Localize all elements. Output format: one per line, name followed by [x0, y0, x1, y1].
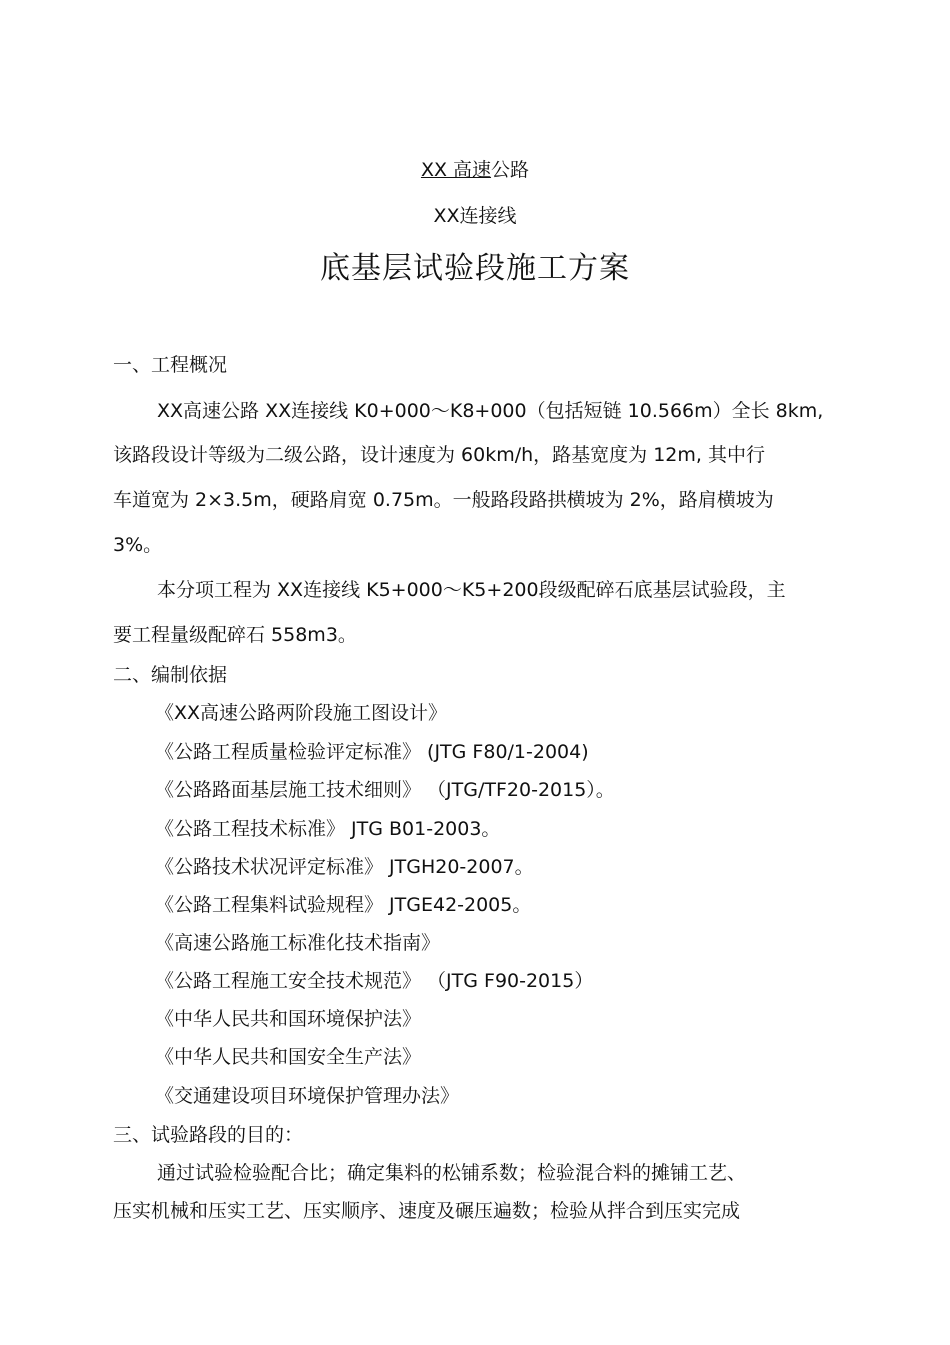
reference-item: 《中华人民共和国环境保护法》	[155, 1008, 422, 1030]
reference-item: 《高速公路施工标准化技术指南》	[155, 932, 441, 954]
reference-item: 《公路路面基层施工技术细则》 （JTG/TF20-2015）。	[155, 779, 615, 801]
overview-paragraph-line: 3%。	[113, 534, 163, 556]
section-heading-purpose: 三、试验路段的目的：	[113, 1124, 304, 1146]
scope-paragraph-line: 要工程量级配碎石 558m3。	[113, 624, 357, 646]
title-highway-suffix: 公路	[491, 159, 530, 181]
reference-item: 《公路工程集料试验规程》 JTGE42-2005。	[155, 894, 532, 916]
section-heading-basis: 二、编制依据	[113, 664, 228, 686]
document-title-line1	[0, 156, 950, 184]
document-main-title: 底基层试验段施工方案	[320, 251, 630, 286]
scope-paragraph-line: 本分项工程为 XX连接线 K5+000～K5+200段级配碎石底基层试验段，主	[157, 579, 786, 601]
reference-item: 《公路技术状况评定标准》 JTGH20-2007。	[155, 856, 534, 878]
purpose-paragraph-line: 通过试验检验配合比；确定集料的松铺系数；检验混合料的摊铺工艺、	[157, 1162, 747, 1184]
title-highway-name: XX 高速	[420, 159, 492, 181]
overview-paragraph-line: 该路段设计等级为二级公路，设计速度为 60km/h，路基宽度为 12m, 其中行	[113, 444, 765, 466]
purpose-paragraph-line: 压实机械和压实工艺、压实顺序、速度及碾压遍数；检验从拌合到压实完成	[113, 1200, 741, 1222]
reference-item: 《交通建设项目环境保护管理办法》	[155, 1085, 460, 1107]
overview-paragraph-line: XX高速公路 XX连接线 K0+000～K8+000（包括短链 10.566m）全长 8km,	[157, 400, 824, 422]
reference-item: 《XX高速公路两阶段施工图设计》	[155, 702, 448, 724]
section-heading-overview: 一、工程概况	[113, 354, 228, 376]
reference-item: 《中华人民共和国安全生产法》	[155, 1046, 422, 1068]
reference-item: 《公路工程质量检验评定标准》 (JTG F80/1-2004)	[155, 741, 589, 763]
document-title-line2: XX连接线	[433, 205, 517, 227]
reference-item: 《公路工程技术标准》 JTG B01-2003。	[155, 818, 501, 840]
reference-item: 《公路工程施工安全技术规范》 （JTG F90-2015）	[155, 970, 594, 992]
overview-paragraph-line: 车道宽为 2×3.5m，硬路肩宽 0.75m。一般路段路拱横坡为 2%，路肩横坡为	[113, 489, 774, 511]
